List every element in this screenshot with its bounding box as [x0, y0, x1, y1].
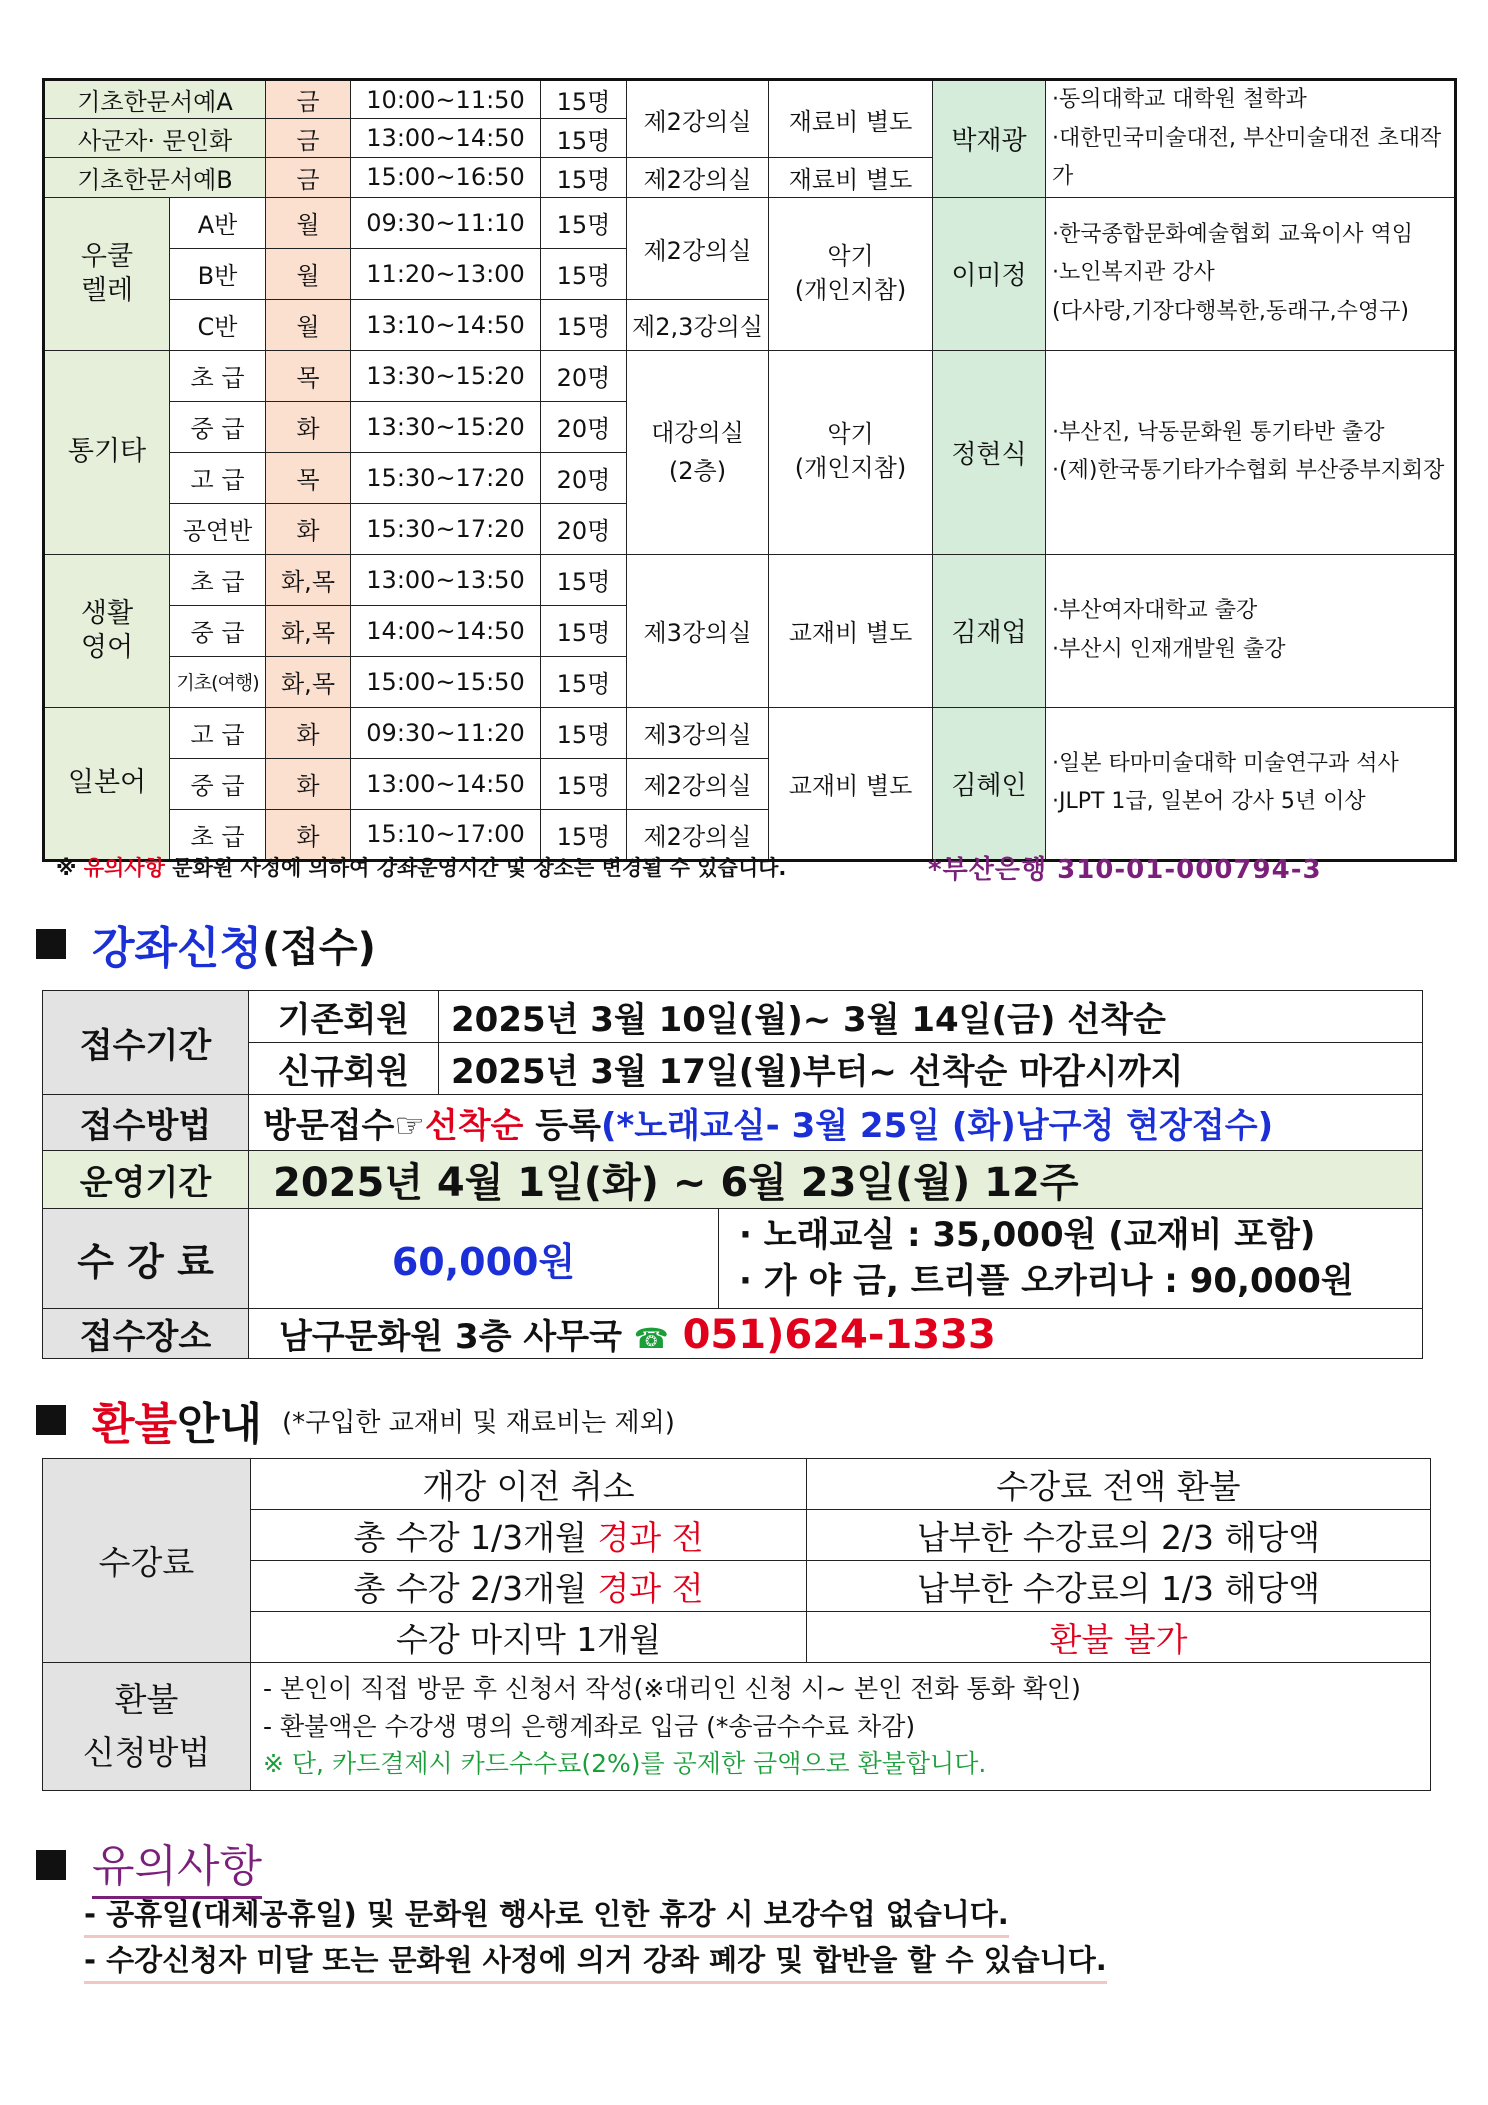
phone-icon: ☎: [633, 1322, 669, 1355]
place-value: [249, 1309, 1423, 1359]
room-cell: 제2강의실: [627, 80, 769, 158]
course-schedule-table: [42, 78, 1457, 862]
instructor-cell: 이미정: [933, 197, 1046, 350]
material-cell: 악기 (개인지참): [769, 197, 933, 350]
level-cell: 초 급: [170, 554, 266, 605]
time-cell: 13:30~15:20: [351, 350, 541, 401]
time-cell: 10:00~11:50: [351, 80, 541, 119]
subject-cell: 일본어: [44, 707, 170, 860]
level-cell: 중 급: [170, 758, 266, 809]
table-row: [44, 707, 1456, 758]
notice-text: 문화원 사정에 의하여 강좌운영시간 및 장소는 변경될 수 있습니다.: [172, 856, 787, 880]
refund-policy-table: [42, 1458, 1431, 1791]
refund-method-value: [251, 1663, 1431, 1791]
level-cell: 중 급: [170, 605, 266, 656]
schedule-notice: [56, 852, 786, 882]
day-cell: 화: [266, 707, 351, 758]
capacity-cell: 20명: [541, 452, 627, 503]
method-value: [249, 1095, 1423, 1151]
day-cell: 목: [266, 452, 351, 503]
room-cell: 제2강의실: [627, 758, 769, 809]
refund-method-line-1: - 본인이 직접 방문 후 신청서 작성(※대리인 신청 시~ 본인 전화 통화 확인): [263, 1674, 1081, 1704]
instructor-cell: 김재업: [933, 554, 1046, 707]
level-cell: 공연반: [170, 503, 266, 554]
time-cell: 13:00~13:50: [351, 554, 541, 605]
table-row: [44, 197, 1456, 248]
method-visit: 방문접수☞: [263, 1106, 425, 1146]
day-cell: 화,목: [266, 554, 351, 605]
caution-line-2: - 수강신청자 미달 또는 문화원 사정에 의거 강좌 폐강 및 합반을 할 수 있습니다.: [84, 1938, 1107, 1984]
day-cell: 목: [266, 350, 351, 401]
caution-section-title: [36, 1830, 262, 1899]
apply-info-table: [42, 990, 1423, 1359]
time-cell: 13:10~14:50: [351, 299, 541, 350]
time-cell: 15:30~17:20: [351, 503, 541, 554]
instructor-cell: 김혜인: [933, 707, 1046, 860]
time-cell: 15:00~15:50: [351, 656, 541, 707]
time-cell: 13:00~14:50: [351, 119, 541, 158]
phone-number: 051)624-1333: [668, 1312, 996, 1358]
existing-member-label: 기존회원: [249, 991, 439, 1043]
subject-cell: 우쿨 렐레: [44, 197, 170, 350]
method-first-come: 선착순: [424, 1106, 524, 1146]
material-cell: 재료비 별도: [769, 80, 933, 158]
refund-title-rest: 안내: [177, 1399, 263, 1450]
subject-cell: 생활 영어: [44, 554, 170, 707]
square-bullet-icon: [36, 1850, 66, 1880]
time-cell: 15:30~17:20: [351, 452, 541, 503]
notice-label: 유의사항: [83, 856, 165, 880]
capacity-cell: 15명: [541, 707, 627, 758]
refund-condition-3-text: 총 수강 2/3개월: [353, 1568, 598, 1608]
capacity-cell: 20명: [541, 401, 627, 452]
refund-condition-3-red: 경과 전: [597, 1568, 704, 1608]
fee-value: 60,000원: [249, 1209, 719, 1309]
capacity-cell: 15명: [541, 80, 627, 119]
time-cell: 14:00~14:50: [351, 605, 541, 656]
capacity-cell: 15명: [541, 809, 627, 860]
day-cell: 월: [266, 248, 351, 299]
time-cell: 09:30~11:10: [351, 197, 541, 248]
refund-amount-4: 환불 불가: [807, 1612, 1431, 1663]
room-cell: 제2강의실: [627, 809, 769, 860]
capacity-cell: 15명: [541, 758, 627, 809]
level-cell: 고 급: [170, 707, 266, 758]
level-cell: 고 급: [170, 452, 266, 503]
refund-condition-1: 개강 이전 취소: [251, 1459, 807, 1510]
bank-account: *부산은행 310-01-000794-3: [928, 855, 1322, 885]
refund-method-line-2: - 환불액은 수강생 명의 은행계좌로 입금 (*송금수수료 차감): [263, 1711, 916, 1741]
run-period-label: 운영기간: [43, 1151, 249, 1209]
instructor-career-cell: ·일본 타마미술대학 미술연구과 석사 ·JLPT 1급, 일본어 강사 5년 이상: [1046, 707, 1456, 860]
caution-line-1: - 공휴일(대체공휴일) 및 문화원 행사로 인한 휴강 시 보강수업 없습니다.: [84, 1892, 1009, 1938]
refund-amount-2: 납부한 수강료의 2/3 해당액: [807, 1510, 1431, 1561]
refund-title-note: (*구입한 교재비 및 재료비는 제외): [282, 1407, 675, 1438]
material-cell: 악기 (개인지참): [769, 350, 933, 554]
day-cell: 금: [266, 80, 351, 119]
day-cell: 화: [266, 503, 351, 554]
refund-condition-2-text: 총 수강 1/3개월: [353, 1517, 598, 1557]
day-cell: 월: [266, 197, 351, 248]
square-bullet-icon: [36, 1405, 66, 1435]
room-cell: 대강의실 (2층): [627, 350, 769, 554]
room-cell: 제2강의실: [627, 158, 769, 197]
instructor-career-cell: ·부산진, 낙동문화원 통기타반 출강 ·(제)한국통기타가수협회 부산중부지회장: [1046, 350, 1456, 554]
subject-cell: 기초한문서예A: [44, 80, 266, 119]
refund-fee-label: 수강료: [43, 1459, 251, 1663]
capacity-cell: 15명: [541, 605, 627, 656]
refund-condition-2: [251, 1510, 807, 1561]
day-cell: 금: [266, 119, 351, 158]
place-label: 접수장소: [43, 1309, 249, 1359]
fee-extra-karaoke: · 노래교실 : 35,000원 (교재비 포함): [739, 1214, 1316, 1255]
refund-condition-2-red: 경과 전: [597, 1517, 704, 1557]
refund-condition-3: [251, 1561, 807, 1612]
capacity-cell: 15명: [541, 197, 627, 248]
time-cell: 13:30~15:20: [351, 401, 541, 452]
refund-method-label: 환불 신청방법: [43, 1663, 251, 1791]
day-cell: 월: [266, 299, 351, 350]
time-cell: 15:10~17:00: [351, 809, 541, 860]
table-row: [44, 350, 1456, 401]
day-cell: 화,목: [266, 605, 351, 656]
existing-member-period: 2025년 3월 10일(월)~ 3월 14일(금) 선착순: [439, 991, 1423, 1043]
caution-title: 유의사항: [92, 1830, 262, 1899]
fee-extra-gayageum: · 가 야 금, 트리플 오카리나 : 90,000원: [739, 1260, 1354, 1301]
fee-extra: [719, 1209, 1423, 1309]
capacity-cell: 20명: [541, 350, 627, 401]
apply-section-title: [36, 912, 376, 976]
day-cell: 화,목: [266, 656, 351, 707]
instructor-career-cell: ·부산여자대학교 출강 ·부산시 인재개발원 출강: [1046, 554, 1456, 707]
time-cell: 09:30~11:20: [351, 707, 541, 758]
method-register: 등록: [523, 1106, 601, 1146]
level-cell: 초 급: [170, 350, 266, 401]
refund-amount-3: 납부한 수강료의 1/3 해당액: [807, 1561, 1431, 1612]
capacity-cell: 15명: [541, 656, 627, 707]
capacity-cell: 15명: [541, 158, 627, 197]
room-cell: 제3강의실: [627, 554, 769, 707]
material-cell: 교재비 별도: [769, 707, 933, 860]
time-cell: 11:20~13:00: [351, 248, 541, 299]
level-cell: 초 급: [170, 809, 266, 860]
day-cell: 금: [266, 158, 351, 197]
time-cell: 13:00~14:50: [351, 758, 541, 809]
level-cell: 기초(여행): [170, 656, 266, 707]
new-member-period: 2025년 3월 17일(월)부터~ 선착순 마감시까지: [439, 1043, 1423, 1095]
new-member-label: 신규회원: [249, 1043, 439, 1095]
method-label: 접수방법: [43, 1095, 249, 1151]
instructor-career-cell: ·동의대학교 대학원 철학과 ·대한민국미술대전, 부산미술대전 초대작가: [1046, 80, 1456, 198]
square-bullet-icon: [36, 929, 66, 959]
instructor-cell: 박재광: [933, 80, 1046, 198]
fee-label: 수 강 료: [43, 1209, 249, 1309]
subject-cell: 통기타: [44, 350, 170, 554]
room-cell: 제3강의실: [627, 707, 769, 758]
capacity-cell: 20명: [541, 503, 627, 554]
run-period-value: 2025년 4월 1일(화) ~ 6월 23일(월) 12주: [249, 1151, 1423, 1209]
room-cell: 제2강의실: [627, 197, 769, 299]
instructor-career-cell: ·한국종합문화예술협회 교육이사 역임 ·노인복지관 강사 (다사랑,기장다행복한,동래구,수영구): [1046, 197, 1456, 350]
notice-mark: ※: [56, 856, 77, 880]
refund-amount-1: 수강료 전액 환불: [807, 1459, 1431, 1510]
level-cell: C반: [170, 299, 266, 350]
material-cell: 교재비 별도: [769, 554, 933, 707]
refund-condition-4: 수강 마지막 1개월: [251, 1612, 807, 1663]
capacity-cell: 15명: [541, 248, 627, 299]
place-text: 남구문화원 3층 사무국: [279, 1317, 634, 1357]
capacity-cell: 15명: [541, 119, 627, 158]
refund-method-line-3: ※ 단, 카드결제시 카드수수료(2%)를 공제한 금액으로 환불합니다.: [263, 1749, 987, 1779]
level-cell: 중 급: [170, 401, 266, 452]
time-cell: 15:00~16:50: [351, 158, 541, 197]
period-label: 접수기간: [43, 991, 249, 1095]
day-cell: 화: [266, 758, 351, 809]
day-cell: 화: [266, 809, 351, 860]
method-karaoke-note: (*노래교실- 3월 25일 (화)남구청 현장접수): [600, 1106, 1274, 1146]
apply-title-sub: (접수): [262, 924, 376, 971]
capacity-cell: 15명: [541, 299, 627, 350]
level-cell: B반: [170, 248, 266, 299]
day-cell: 화: [266, 401, 351, 452]
room-cell: 제2,3강의실: [627, 299, 769, 350]
refund-title-red: 환불: [92, 1399, 178, 1450]
table-row: [44, 554, 1456, 605]
subject-cell: 사군자· 문인화: [44, 119, 266, 158]
table-row: [44, 80, 1456, 119]
refund-section-title: [36, 1388, 675, 1452]
instructor-cell: 정현식: [933, 350, 1046, 554]
level-cell: A반: [170, 197, 266, 248]
subject-cell: 기초한문서예B: [44, 158, 266, 197]
apply-title-main: 강좌신청: [92, 923, 263, 974]
capacity-cell: 15명: [541, 554, 627, 605]
material-cell: 재료비 별도: [769, 158, 933, 197]
